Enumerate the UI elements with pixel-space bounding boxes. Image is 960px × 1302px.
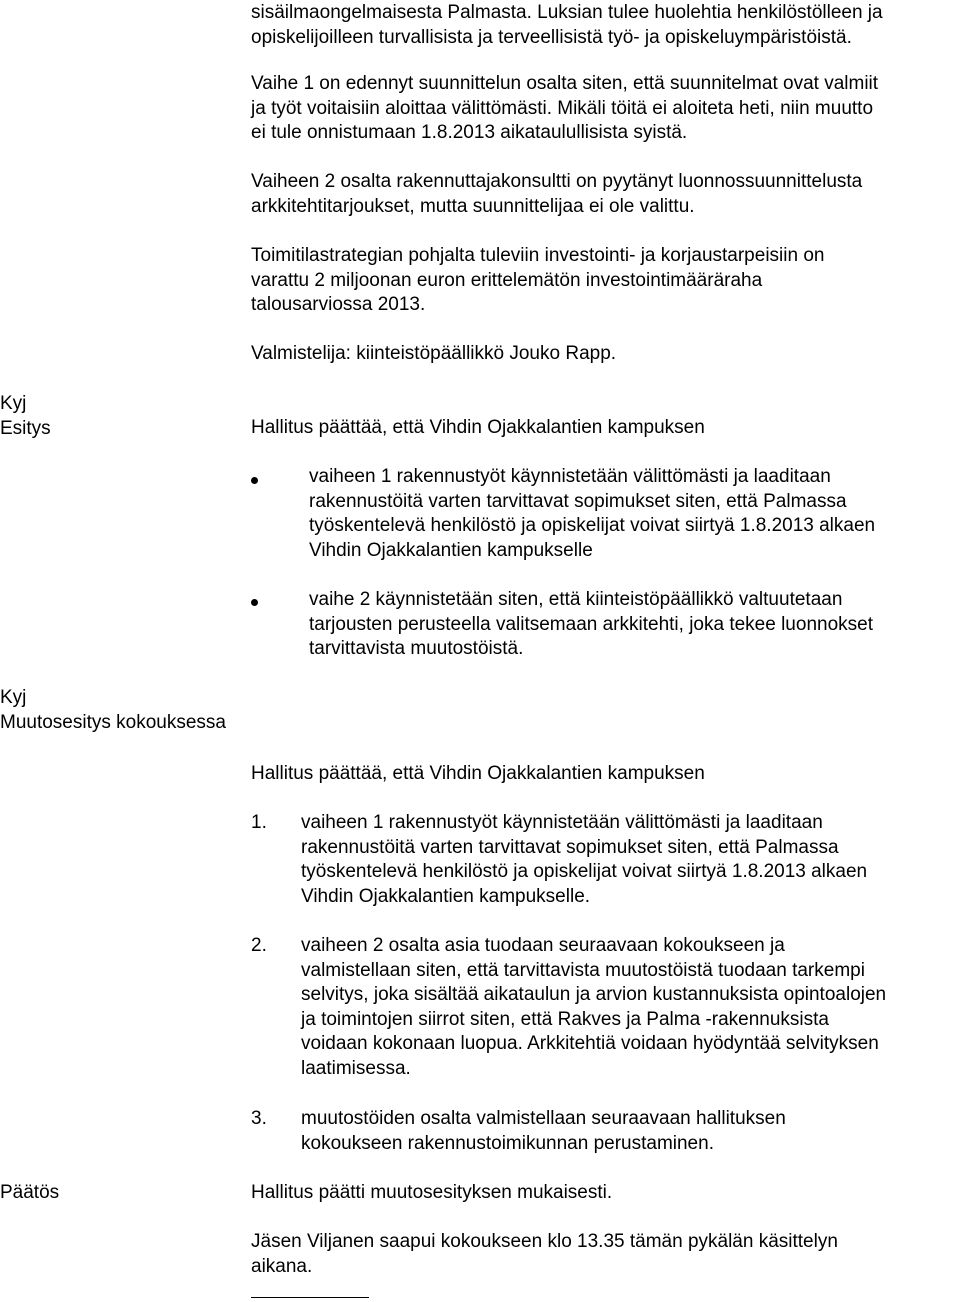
muutosesitys-label: [0, 686, 226, 735]
text-line: selvitys, joka sisältää aikataulun ja arvion kustannuksista opintoalojen: [301, 984, 887, 1005]
text-line: ei tule onnistumaan 1.8.2013 aikataulullisista syistä.: [251, 122, 688, 143]
text-line: työskentelevä henkilöstö ja opiskelijat voivat siirtyä 1.8.2013 alkaen: [301, 861, 868, 882]
intro-paragraph-2: [251, 72, 951, 146]
text-line: vaiheen 2 osalta asia tuodaan seuraavaan kokoukseen ja: [301, 935, 785, 956]
intro-paragraph-1: [251, 1, 951, 50]
muutosesitys-item-1: [301, 811, 956, 909]
text-line: Vihdin Ojakkalantien kampukselle: [309, 539, 593, 561]
paatos-label: Päätös: [0, 1182, 60, 1203]
text-line: arkkitehtitarjoukset, mutta suunnittelijaa ei ole valittu.: [251, 195, 695, 217]
text-line: valmistellaan siten, että tarvittavista muutostöistä tuodaan tarkempi: [301, 959, 865, 981]
intro-paragraph-3: [251, 170, 951, 219]
text-line: Vaihe 1 on edennyt suunnittelun osalta siten, että suunnitelmat ovat valmiit: [251, 73, 879, 94]
text-line: tarvittavista muutostöistä.: [309, 638, 524, 659]
list-number: 3.: [251, 1108, 267, 1129]
text-line: ja työt voitaisiin aloittaa välittömästi. Mikäli töitä ei aloiteta heti, niin muutto: [251, 97, 874, 119]
esitys-bullet-2: [309, 588, 949, 662]
text-line: voidaan kokonaan luopua. Arkkitehtiä voidaan hyödyntää selvityksen: [301, 1033, 879, 1054]
intro-paragraph-4: [251, 244, 951, 318]
muutosesitys-heading: Hallitus päättää, että Vihdin Ojakkalantien kampuksen: [251, 763, 705, 784]
muutosesitys-item-2: [301, 934, 956, 1081]
label-line: Esitys: [0, 417, 51, 439]
text-line: vaiheen 1 rakennustyöt käynnistetään välittömästi ja laaditaan: [301, 812, 823, 833]
text-line: tarjousten perusteella valitsemaan arkkitehti, joka tekee luonnokset: [309, 613, 873, 635]
text-line: laatimisessa.: [301, 1057, 411, 1079]
label-line: Muutosesitys kokouksessa: [0, 711, 226, 733]
label-line: Kyj: [0, 687, 27, 708]
text-line: Vaiheen 2 osalta rakennuttajakonsultti on pyytänyt luonnossuunnittelusta: [251, 171, 863, 192]
text-line: työskentelevä henkilöstö ja opiskelijat voivat siirtyä 1.8.2013 alkaen: [309, 515, 876, 536]
bullet-icon: [251, 477, 258, 484]
list-number: 1.: [251, 812, 267, 833]
text-line: sisäilmaongelmaisesta Palmasta. Luksian tulee huolehtia henkilöstölleen ja: [251, 2, 883, 23]
esitys-bullet-1: [309, 465, 949, 563]
preparer-line: Valmistelija: kiinteistöpäällikkö Jouko Rapp.: [251, 343, 617, 364]
text-line: vaiheen 1 rakennustyöt käynnistetään välittömästi ja laaditaan: [309, 466, 831, 487]
esitys-heading: Hallitus päättää, että Vihdin Ojakkalantien kampuksen: [251, 417, 705, 438]
text-line: Vihdin Ojakkalantien kampukselle.: [301, 885, 591, 907]
signature-rule: [251, 1297, 369, 1298]
paatos-note: [251, 1230, 951, 1279]
label-line: Kyj: [0, 393, 27, 414]
text-line: opiskelijoilleen turvallisista ja terveellisistä työ- ja opiskeluympäristöistä.: [251, 26, 852, 48]
text-line: Toimitilastrategian pohjalta tuleviin investointi- ja korjaustarpeisiin on: [251, 245, 825, 266]
text-line: kokoukseen rakennustoimikunnan perustaminen.: [301, 1132, 714, 1154]
text-line: muutostöiden osalta valmistellaan seuraavaan hallituksen: [301, 1108, 786, 1129]
text-line: rakennustöitä varten tarvittavat sopimukset siten, että Palmassa: [309, 490, 847, 512]
text-line: varattu 2 miljoonan euron erittelemätön investointimääräraha: [251, 269, 763, 291]
esitys-label: [0, 392, 51, 441]
text-line: ja toimintojen siirrot siten, että Rakves ja Palma -rakennuksista: [301, 1008, 830, 1030]
text-line: talousarviossa 2013.: [251, 294, 426, 315]
bullet-icon: [251, 599, 258, 606]
text-line: rakennustöitä varten tarvittavat sopimukset siten, että Palmassa: [301, 836, 839, 858]
text-line: vaihe 2 käynnistetään siten, että kiinteistöpäällikkö valtuutetaan: [309, 589, 843, 610]
text-line: aikana.: [251, 1255, 313, 1277]
text-line: Jäsen Viljanen saapui kokoukseen klo 13.35 tämän pykälän käsittelyn: [251, 1231, 838, 1252]
list-number: 2.: [251, 935, 267, 956]
muutosesitys-item-3: [301, 1107, 956, 1156]
paatos-text: Hallitus päätti muutosesityksen mukaisesti.: [251, 1182, 613, 1203]
